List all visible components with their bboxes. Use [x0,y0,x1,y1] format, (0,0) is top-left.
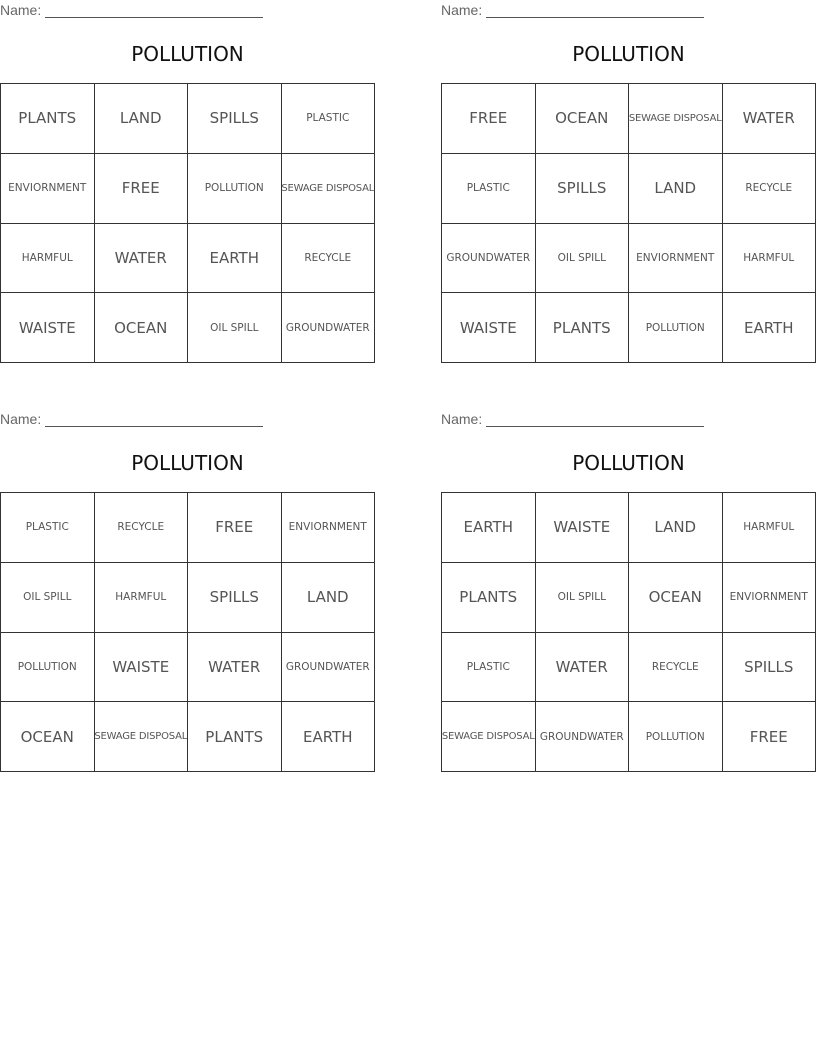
bingo-cell[interactable]: EARTH [723,293,816,363]
bingo-cell[interactable]: WATER [536,633,630,703]
bingo-cell[interactable]: OCEAN [629,563,723,633]
bingo-cell[interactable]: GROUNDWATER [282,293,376,363]
bingo-cell[interactable]: FREE [442,84,536,154]
bingo-cell[interactable]: OIL SPILL [1,563,95,633]
bingo-grid [0,492,375,772]
bingo-grid [441,492,816,772]
bingo-cell[interactable]: HARMFUL [723,224,816,294]
name-label: Name: [441,411,483,427]
bingo-cell[interactable]: SPILLS [188,563,282,633]
bingo-cell[interactable]: PLASTIC [1,493,95,563]
name-label: Name: [441,2,483,18]
bingo-cell[interactable]: RECYCLE [95,493,189,563]
bingo-cell[interactable]: GROUNDWATER [442,224,536,294]
bingo-cell[interactable]: POLLUTION [188,154,282,224]
bingo-cell[interactable]: WATER [188,633,282,703]
bingo-cell[interactable]: LAND [95,84,189,154]
name-field [441,411,711,429]
bingo-cell[interactable]: EARTH [282,702,376,772]
name-field [0,411,270,429]
name-field [0,2,270,20]
name-label: Name: [0,411,42,427]
bingo-cell[interactable]: SEWAGE DISPOSAL [95,702,189,772]
bingo-cell[interactable]: ENVIORNMENT [629,224,723,294]
bingo-cell[interactable]: HARMFUL [723,493,816,563]
bingo-cell[interactable]: ENVIORNMENT [1,154,95,224]
bingo-cell[interactable]: SPILLS [723,633,816,703]
bingo-cell[interactable]: HARMFUL [1,224,95,294]
bingo-cell[interactable]: PLANTS [536,293,630,363]
card-title: POLLUTION [572,42,685,66]
bingo-cell[interactable]: PLASTIC [282,84,376,154]
bingo-cell[interactable]: ENVIORNMENT [723,563,816,633]
bingo-cell[interactable]: RECYCLE [723,154,816,224]
bingo-cell[interactable]: RECYCLE [629,633,723,703]
bingo-cell[interactable]: WAISTE [95,633,189,703]
name-line [45,426,263,427]
bingo-cell[interactable]: POLLUTION [629,702,723,772]
bingo-card [441,0,816,375]
bingo-cell[interactable]: HARMFUL [95,563,189,633]
bingo-grid [0,83,375,363]
bingo-cell[interactable]: WAISTE [1,293,95,363]
bingo-cell[interactable]: PLASTIC [442,154,536,224]
card-title: POLLUTION [131,451,244,475]
bingo-card [0,409,375,784]
bingo-cell[interactable]: POLLUTION [629,293,723,363]
bingo-cell[interactable]: OCEAN [95,293,189,363]
bingo-cell[interactable]: WATER [95,224,189,294]
bingo-cell[interactable]: WATER [723,84,816,154]
bingo-cell[interactable]: WAISTE [442,293,536,363]
name-line [486,426,704,427]
name-line [45,17,263,18]
bingo-cell[interactable]: GROUNDWATER [536,702,630,772]
bingo-cell[interactable]: PLASTIC [442,633,536,703]
bingo-cell[interactable]: LAND [629,493,723,563]
bingo-cell[interactable]: OIL SPILL [536,224,630,294]
bingo-cell[interactable]: FREE [188,493,282,563]
bingo-cell[interactable]: SPILLS [536,154,630,224]
bingo-cell[interactable]: OIL SPILL [188,293,282,363]
bingo-cell[interactable]: OIL SPILL [536,563,630,633]
bingo-card [0,0,375,375]
bingo-cell[interactable]: PLANTS [188,702,282,772]
bingo-cell[interactable]: SPILLS [188,84,282,154]
bingo-cell[interactable]: OCEAN [1,702,95,772]
bingo-cell[interactable]: SEWAGE DISPOSAL [442,702,536,772]
bingo-grid [441,83,816,363]
bingo-cell[interactable]: GROUNDWATER [282,633,376,703]
card-title: POLLUTION [572,451,685,475]
bingo-cell[interactable]: LAND [282,563,376,633]
bingo-cell[interactable]: FREE [723,702,816,772]
bingo-cell[interactable]: LAND [629,154,723,224]
bingo-cell[interactable]: EARTH [188,224,282,294]
bingo-cell[interactable]: ENVIORNMENT [282,493,376,563]
bingo-cell[interactable]: PLANTS [1,84,95,154]
bingo-cell[interactable]: PLANTS [442,563,536,633]
bingo-cell[interactable]: OCEAN [536,84,630,154]
name-label: Name: [0,2,42,18]
card-title: POLLUTION [131,42,244,66]
bingo-cell[interactable]: RECYCLE [282,224,376,294]
bingo-cell[interactable]: SEWAGE DISPOSAL [629,84,723,154]
bingo-cell[interactable]: WAISTE [536,493,630,563]
name-field [441,2,711,20]
bingo-cell[interactable]: EARTH [442,493,536,563]
name-line [486,17,704,18]
bingo-cell[interactable]: POLLUTION [1,633,95,703]
bingo-card [441,409,816,784]
bingo-cell[interactable]: SEWAGE DISPOSAL [282,154,376,224]
bingo-cell[interactable]: FREE [95,154,189,224]
